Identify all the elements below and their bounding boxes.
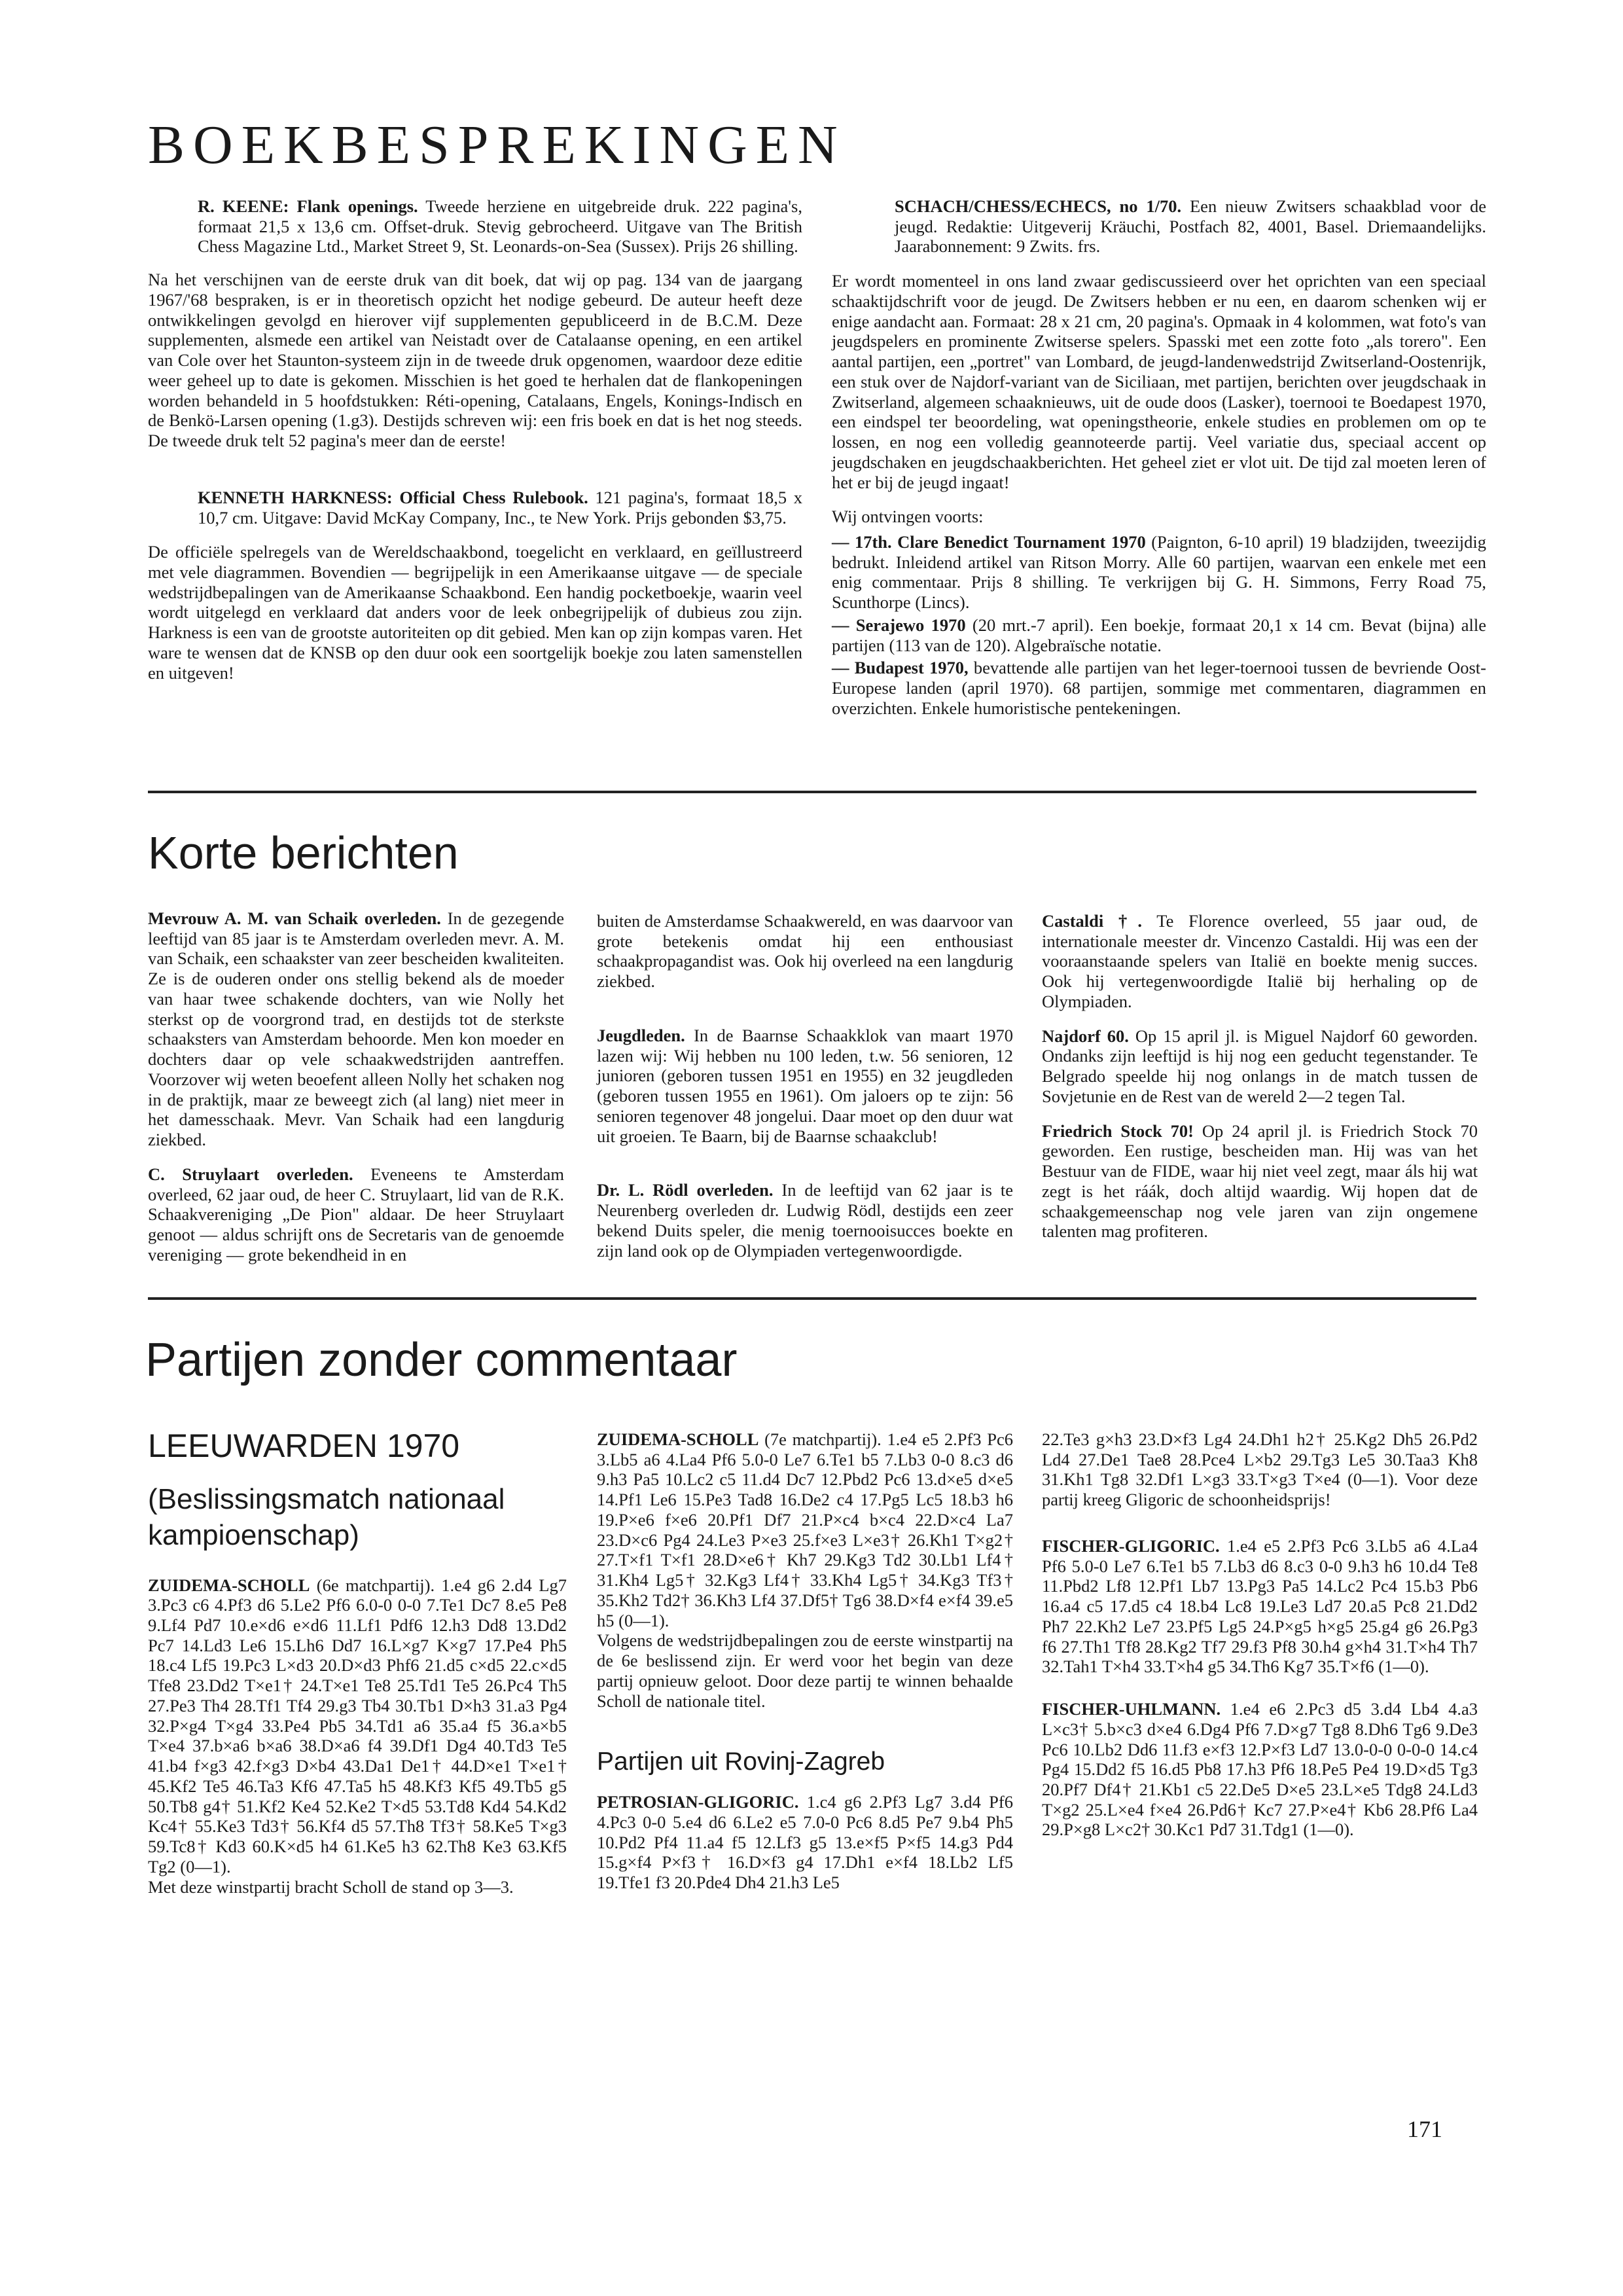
section-divider [148, 1297, 1476, 1300]
section-divider [148, 791, 1476, 793]
news-item-text: Op 24 april jl. is Friedrich Stock 70 geworden. Een rustige, bescheiden man. Hij was van het Bestuur van de FIDE, waar hij niet veel zegt, maar áls hij wat zegt is het ráák, doch altijd waardig. Wij hopen dat de schaakgemeenschap nog vele jaren van zijn ongemene talenten mag profiteren. [1042, 1121, 1478, 1242]
received-intro: Wij ontvingen voorts: [832, 507, 984, 527]
game-moves [597, 1429, 1013, 1630]
received-item-text: (Paignton, 6-10 april) 19 bladzijden, tweezijdig bedrukt. Inleidend artikel van Ritson Morry. Alle 60 partijen, waarvan een enkele met een enig commentaar. Prijs 8 shilling. Te verkrijgen bij G. H. Simmons, Ferry Road 75, Scunthorpe (Lincs). [832, 532, 1486, 613]
news-item-title: Friedrich Stock 70! [1042, 1121, 1194, 1141]
received-item [832, 658, 1486, 718]
received-item [832, 615, 1486, 655]
review-keene-body: Na het verschijnen van de eerste druk van dit boek, dat wij op pag. 134 van de jaargang 1967/'68 bespraken, is er in theoretisch opzicht het nodige gebeurd. De auteur heeft deze ontwikkelingen gevolgd en hierover vijf supplementen gepubliceerd in de B.C.M. Deze supplementen, alsmede een artikel van Neistadt over de Catalaanse opening, en een artikel van Cole over het Staunton-systeem zijn in de tweede druk opgenomen, waardoor deze editie weer geheel up to date is gekomen. Misschien is het goed te herhalen dat de flankopeningen worden behandeld in 5 hoofdstukken: Réti-opening, Catalaans, Engels, Konings-Indisch en de Benkö-Larsen opening (1.g3). Destijds schreven wij: een fris boek en dat is het nog steeds. De tweede druk telt 52 pagina's meer dan de eerste! [148, 270, 802, 451]
game-moves [597, 1792, 1013, 1893]
news-item [1042, 1026, 1478, 1107]
review-column-left [148, 196, 802, 683]
news-column-2 [597, 911, 1013, 1275]
rovinj-title: Partijen uit Rovinj-Zagreb [597, 1748, 885, 1776]
news-item [597, 1180, 1013, 1261]
review-column-right [832, 196, 1486, 719]
review-harkness-body: De officiële spelregels van de Wereldschaakbond, toegelicht en verklaard, en geïllustreerd met vele diagrammen. Bovendien — begrijpelijk in een Amerikaanse uitgave — de speciale wedstrijdbepalingen van de Amerikaanse Schaakbond. Een handig pocketboekje, waarin veel wordt uitgelegd en verklaard dat anders voor de leek onbegrijpelijk of dubieus zou zijn. Harkness is een van de grootste autoriteiten op dit gebied. Men kan op zijn kompas varen. Het ware te wensen dat de KNSB op den duur ook een soortgelijk boekje zou laten samenstellen en uitgeven! [148, 542, 802, 683]
review-schach-header [832, 196, 1486, 257]
received-item [832, 532, 1486, 613]
game-title: FISCHER-UHLMANN. [1042, 1699, 1221, 1719]
news-item-title: C. Struylaart overleden. [148, 1164, 353, 1184]
review-schach-body: Er wordt momenteel in ons land zwaar gediscussieerd over het oprichten van een speciaal schaaktijdschrift voor de jeugd. De Zwitsers hebben er nu een, en daarom schenken wij er enige aandacht aan. Formaat: 28 x 21 cm, 20 pagina's. Opmaak in 4 kolommen, wat foto's van jeugdspelers en prominente Zwitserse spelers. Spasski met een zotte foto „als torero". Een aantal partijen, een „portret" van Lombard, de jeugd-landenwedstrijd Zwitserland-Oostenrijk, een stuk over de Najdorf-variant van de Siciliaan, met partijen, berichten over jeugdschaak in Zwitserland, algemeen schaaknieuws, uit de oude doos (Lasker), toernooi te Boedapest 1970, een eindspel ter beoordeling, wat openingstheorie, enkele studies en problemen om op te lossen, en nog een volledig geannoteerde partij. Veel variatie dus, speciaal accent op jeugdschaken en jeugdschaakberichten. Het geheel ziet er vlot uit. De tijd zal moeten leren of het er bij de jeugd ingaat! [832, 271, 1486, 492]
news-item-text: In de Baarnse Schaakklok van maart 1970 lazen wij: Wij hebben nu 100 leden, t.w. 56 senioren, 12 junioren (geboren tussen 1951 en 1955) en 32 jeugdleden (geboren tussen 1955 en 1961). Om jaloers op te zijn: 56 senioren tegenover 48 jongelui. Daar moet op den duur wat uit groeien. Te Baarn, bij de Baarnse schaakclub! [597, 1025, 1013, 1146]
news-item-title: Dr. L. Rödl overleden. [597, 1180, 774, 1200]
game-moves [1042, 1699, 1478, 1840]
review-keene-title: R. KEENE: Flank openings. [198, 196, 418, 216]
news-column-3 [1042, 911, 1478, 1256]
review-schach-title: SCHACH/CHESS/ECHECS, no 1/70. [895, 196, 1182, 216]
news-item [1042, 1121, 1478, 1242]
game-note: Volgens de wedstrijdbepalingen zou de eerste winstpartij na de 6e beslissend zijn. Er werd voor het begin van deze partij opnieuw geloot. Door deze partij te winnen behaalde Scholl de nationale titel. [597, 1630, 1013, 1711]
game-title: PETROSIAN-GLIGORIC. [597, 1792, 799, 1812]
news-item-title: Mevrouw A. M. van Schaik overleden. [148, 908, 441, 928]
review-keene-details: Tweede herziene en uitgebreide druk. 222 pagina's, formaat 21,5 x 13,6 cm. Offset-druk. Stevig gebrocheerd. Uitgave van The British Chess Magazine Ltd., Market Street 9, St. Leonards-on-Sea (Sussex). Prijs 26 shilling. [198, 196, 802, 257]
review-schach-details: Een nieuw Zwitsers schaakblad voor de jeugd. Redaktie: Uitgeverij Kräuchi, Postfach 82, 4001, Basel. Driemaandelijks. Jaarabonnement: 9 Zwits. frs. [895, 196, 1486, 257]
review-harkness-header [148, 488, 802, 528]
news-item-title: Castaldi †. [1042, 911, 1142, 931]
review-keene-header [148, 196, 802, 257]
review-harkness-title: KENNETH HARKNESS: Official Chess Rulebook. [198, 487, 588, 507]
leeuwarden-subtitle: (Beslissingsmatch nationaal kampioenschap) [148, 1482, 505, 1551]
news-item [597, 1026, 1013, 1146]
leeuwarden-title: LEEUWARDEN 1970 [148, 1427, 460, 1464]
news-item-text: In de leeftijd van 62 jaar is te Neurenberg overleden dr. Ludwig Rödl, destijds een zeer bekend Duits speler, die menig toernooisucces boekte en zijn land ook op de Olympiaden vertegenwoordigde. [597, 1180, 1013, 1261]
news-item-text: Op 15 april jl. is Miguel Najdorf 60 geworden. Ondanks zijn leeftijd is hij nog een geducht tegenstander. Te Belgrado speelde hij nog onlangs in de match tussen de Sovjetunie en de Rest van de wereld 2—2 tegen Tal. [1042, 1026, 1478, 1106]
game-note: Met deze winstpartij bracht Scholl de stand op 3—3. [148, 1876, 514, 1897]
received-item-title: — Serajewo 1970 [832, 615, 966, 635]
news-item [148, 908, 564, 1150]
received-item-title: — Budapest 1970, [832, 658, 969, 678]
games-column-1 [148, 1426, 567, 1897]
game-moves [1042, 1536, 1478, 1677]
news-item [148, 1164, 564, 1265]
game-moves [148, 1575, 567, 1877]
news-item-title: Jeugdleden. [597, 1025, 685, 1045]
games-column-3 [1042, 1429, 1478, 1840]
news-item-text: buiten de Amsterdamse Schaakwereld, en was daarvoor van grote betekenis omdat hij een enthousiast schaakpropagandist was. Ook hij overleed na een langdurig ziekbed. [597, 911, 1013, 992]
partijen-title: Partijen zonder commentaar [145, 1334, 738, 1386]
game-text: (6e matchpartij). 1.e4 g6 2.d4 Lg7 3.Pc3 c6 4.Pf3 d6 5.Le2 Pf6 6.0-0 0-0 7.Te1 Dc7 8.e5 Pe8 9.Lf4 Pd7 10.e×d6 e×d6 11.Lf1 Pdf6 12.h3 Dd8 13.Dd2 Pc7 14.Ld3 Le6 15.Lh6 Dd7 16.L×g7 K×g7 17.Pe4 Ph5 18.c4 Lf5 19.Pc3 L×d3 20.D×d3 Phf6 21.d5 c×d5 22.c×d5 Tfe8 23.Dd2 T×e1† 24.T×e1 Te8 25.Td1 Te5 26.Pc4 Th5 27.Pe3 Th4 28.Tf1 Tf4 29.g3 Tb4 30.Tb1 D×h3 31.a3 Pg4 32.P×g4 T×g4 33.Pe4 Pb5 34.Td1 a6 35.a4 f5 36.a×b5 T×e4 37.b×a6 b×a6 38.D×a6 f4 39.Df1 Dg4 40.Td3 Te5 41.b4 f×g3 42.f×g3 D×b4 43.Da1 De1† 44.D×e1 T×e1† 45.Kf2 Te5 46.Ta3 Kf6 47.Ta5 h5 48.Kf3 Kf5 49.Tb5 g5 50.Tb8 g4† 51.Kf2 Ke4 52.Ke2 T×d5 53.Td8 Kd4 54.Kd2 Kc4† 55.Ke3 Td3† 56.Kf4 d5 57.Th8 Tf3† 58.Ke5 T×g3 59.Tc8† Kd3 60.K×d5 h4 61.Ke5 h3 62.Th8 Ke3 63.Kf5 Tg2 (0—1). [148, 1575, 567, 1876]
page-number: 171 [1407, 2116, 1442, 2142]
news-item [597, 911, 1013, 992]
received-item-title: — 17th. Clare Benedict Tournament 1970 [832, 532, 1146, 552]
news-column-1 [148, 908, 564, 1279]
review-harkness-details: 121 pagina's, formaat 18,5 x 10,7 cm. Uitgave: David McKay Company, Inc., te New York. Prijs gebonden $3,75. [198, 487, 802, 528]
page-title: BOEKBESPREKINGEN [148, 115, 846, 175]
game-title: ZUIDEMA-SCHOLL [597, 1429, 759, 1449]
news-item-text: Eveneens te Amsterdam overleed, 62 jaar oud, de heer C. Struylaart, lid van de R.K. Schaakvereniging „De Pion" aldaar. De heer Struylaart genoot — aldus schrijft ons de Secretaris van de genoemde vereniging — grote bekendheid in en [148, 1164, 564, 1265]
received-item-text: (20 mrt.-7 april). Een boekje, formaat 20,1 x 14 cm. Bevat (bijna) alle partijen (113 van de 120). Algebraïsche notatie. [832, 615, 1486, 655]
game-text: (7e matchpartij). 1.e4 e5 2.Pf3 Pc6 3.Lb5 a6 4.La4 Pf6 5.0-0 Le7 6.Te1 b5 7.Lb3 0-0 8.c3 d6 9.h3 Pa5 10.Lc2 c5 11.d4 Dc7 12.Pbd2 Pc6 13.d×e5 d×e5 14.Pf1 Le6 15.Pe3 Tad8 16.De2 c4 17.Pg5 Lc5 18.b3 h6 19.P×e6 f×e6 20.Pf1 Df7 21.P×c4 b×c4 22.D×c4 La7 23.D×c6 Pg4 24.Le3 P×e3 25.f×e3 L×e3† 26.Kh1 T×g2† 27.T×f1 T×f1 28.D×e6† Kh7 29.Kg3 Td2 30.Lb1 Lf4† 31.Kh4 Lg5† 32.Kg3 Lf4† 33.Kh4 Lg5† 34.Kg3 Tf3† 35.Kh2 Td2† 36.Kh3 Lf4 37.Df5† Tg6 38.D×f4 e×f4 39.e5 h5 (0—1). [597, 1429, 1013, 1630]
game-text: 1.e4 e5 2.Pf3 Pc6 3.Lb5 a6 4.La4 Pf6 5.0-0 Le7 6.Te1 b5 7.Lb3 d6 8.c3 0-0 9.h3 h6 10.d4 Te8 11.Pbd2 Lf8 12.Pf1 Lb7 13.Pg3 Pa5 14.Lc2 Pc4 15.b3 Pb6 16.a4 c5 17.d5 c4 18.b4 Lc8 19.Le3 Ld7 20.a5 Pc8 21.Dd2 Ph7 22.Kh2 Le7 23.Pf5 Lg5 24.P×g5 h×g5 25.g4 g6 26.Pg3 f6 27.Th1 Tf8 28.Kg2 Tf7 29.f3 Pf8 30.h4 g×h4 31.T×h4 Th7 32.Tah1 T×h4 33.T×h4 g5 34.Th6 Kg7 35.T×f6 (1—0). [1042, 1535, 1478, 1677]
game-note: Voor deze partij kreeg Gligoric de schoonheidsprijs! [1042, 1469, 1478, 1510]
news-item-text: Te Florence overleed, 55 jaar oud, de internationale meester dr. Vincenzo Castaldi. Hij was een der vooraanstaande spelers van Italië en boekte menig succes. Ook hij vertegenwoordigde Italië bij herhaling op de Olympiaden. [1042, 911, 1478, 1011]
game-title: FISCHER-GLIGORIC. [1042, 1535, 1220, 1556]
game-title: ZUIDEMA-SCHOLL [148, 1575, 310, 1595]
game-text: 1.e4 e6 2.Pc3 d5 3.d4 Lb4 4.a3 L×c3† 5.b×c3 d×e4 6.Dg4 Pf6 7.D×g7 Tg8 8.Dh6 Tg6 9.De3 Pc6 10.Lb2 Dd6 11.f3 e×f3 12.P×f3 Ld7 13.0-0-0 0-0-0 14.c4 Pg4 15.Dd2 f5 16.d5 Pb8 17.h3 Pf6 18.Pe5 Pe4 19.D×d5 Tg3 20.Pf7 Df4† 21.Kb1 c5 22.De5 D×e5 23.L×e5 Tdg8 24.Ld3 T×g2 25.L×e4 f×e4 26.Pd6† Kc7 27.P×e4† Kb6 28.Pf6 La4 29.P×g8 L×c2† 30.Kc1 Pd7 31.Tdg1 (1—0). [1042, 1699, 1478, 1840]
games-column-2 [597, 1429, 1013, 1893]
news-item [1042, 911, 1478, 1012]
game-text: 1.c4 g6 2.Pf3 Lg7 3.d4 Pf6 4.Pc3 0-0 5.e4 d6 6.Le2 e5 7.0-0 Pc6 8.d5 Pe7 9.b4 Ph5 10.Pd2 Pf4 11.a4 f5 12.Lf3 g5 13.e×f5 P×f5 14.g3 Pd4 15.g×f4 P×f3† 16.D×f3 g4 17.Dh1 e×f4 18.Lb2 Lf5 19.Tfe1 f3 20.Pde4 Dh4 21.h3 Le5 [597, 1792, 1013, 1893]
korte-berichten-title: Korte berichten [148, 827, 459, 878]
news-item-text: In de gezegende leeftijd van 85 jaar is te Amsterdam overleden mevr. A. M. van Schaik, een schaakster van zeer bescheiden kwaliteiten. Ze is de ouderen onder ons stellig bekend als de moeder van haar twee schakende dochters, van wie Nolly het sterkst op de voorgrond trad, en destijds tot de sterkste schaaksters van Amsterdam behoorde. Men kon moeder en dochters daar op vele schaakwedstrijden aantreffen. Voorzover wij weten beoefent alleen Nolly het schaken nog in de praktijk, maar ze beweegt zich (al lang) niet meer in het damesschaak. Mevr. Van Schaik had een langdurig ziekbed. [148, 908, 564, 1150]
news-item-title: Najdorf 60. [1042, 1026, 1129, 1046]
received-item-text: bevattende alle partijen van het leger-toernooi tussen de bevriende Oost-Europese landen (april 1970). 68 partijen, sommige met commentaren, diagrammen en overzichten. Enkele humoristische pentekeningen. [832, 658, 1486, 718]
game-moves [1042, 1429, 1478, 1510]
game-text: 22.Te3 g×h3 23.D×f3 Lg4 24.Dh1 h2† 25.Kg2 Dh5 26.Pd2 Ld4 27.De1 Tae8 28.Pce4 L×b2 29.Tg3 Le5 30.Taa3 Kh8 31.Kh1 Tg8 32.Df1 L×g3 33.T×g3 T×e4 (0—1). [1042, 1429, 1478, 1490]
